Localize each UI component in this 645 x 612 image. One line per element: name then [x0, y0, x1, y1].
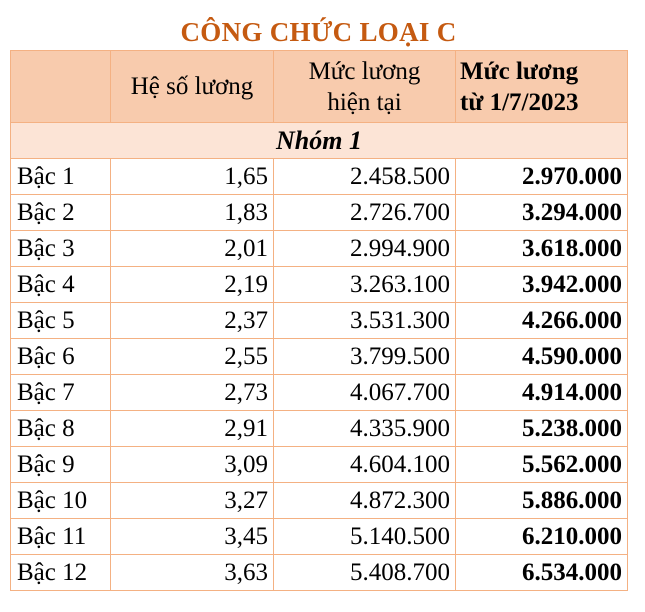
current-salary-cell: 4.335.900 [274, 411, 456, 447]
new-salary-cell: 6.534.000 [456, 555, 628, 591]
coefficient-cell: 3,27 [111, 483, 274, 519]
new-salary-cell: 3.942.000 [456, 267, 628, 303]
header-grade [11, 51, 111, 123]
new-salary-cell: 3.294.000 [456, 195, 628, 231]
current-salary-cell: 4.067.700 [274, 375, 456, 411]
grade-cell: Bậc 11 [11, 519, 111, 555]
coefficient-cell: 2,19 [111, 267, 274, 303]
coefficient-cell: 1,65 [111, 159, 274, 195]
header-row [11, 51, 628, 123]
table-row [11, 447, 628, 483]
grade-cell: Bậc 12 [11, 555, 111, 591]
current-salary-cell: 5.408.700 [274, 555, 456, 591]
new-salary-cell: 4.266.000 [456, 303, 628, 339]
coefficient-cell: 1,83 [111, 195, 274, 231]
grade-cell: Bậc 4 [11, 267, 111, 303]
coefficient-cell: 3,63 [111, 555, 274, 591]
grade-cell: Bậc 2 [11, 195, 111, 231]
grade-cell: Bậc 5 [11, 303, 111, 339]
new-salary-cell: 6.210.000 [456, 519, 628, 555]
grade-cell: Bậc 8 [11, 411, 111, 447]
header-new-salary [456, 51, 628, 123]
grade-cell: Bậc 10 [11, 483, 111, 519]
coefficient-cell: 2,37 [111, 303, 274, 339]
salary-table [10, 50, 628, 591]
table-row [11, 159, 628, 195]
header-new-line2: từ 1/7/2023 [460, 88, 579, 116]
grade-cell: Bậc 1 [11, 159, 111, 195]
salary-table-sheet [10, 14, 627, 591]
coefficient-cell: 3,45 [111, 519, 274, 555]
table-row [11, 411, 628, 447]
current-salary-cell: 2.458.500 [274, 159, 456, 195]
header-coefficient: Hệ số lương [111, 51, 274, 123]
current-salary-cell: 4.604.100 [274, 447, 456, 483]
grade-cell: Bậc 9 [11, 447, 111, 483]
current-salary-cell: 2.726.700 [274, 195, 456, 231]
grade-cell: Bậc 6 [11, 339, 111, 375]
grade-cell: Bậc 7 [11, 375, 111, 411]
grade-cell: Bậc 3 [11, 231, 111, 267]
group-row [11, 123, 628, 159]
coefficient-cell: 2,01 [111, 231, 274, 267]
group-label: Nhóm 1 [11, 123, 628, 159]
current-salary-cell: 2.994.900 [274, 231, 456, 267]
table-row [11, 195, 628, 231]
current-salary-cell: 5.140.500 [274, 519, 456, 555]
table-row [11, 483, 628, 519]
coefficient-cell: 2,91 [111, 411, 274, 447]
header-new-line1: Mức lương [460, 57, 579, 85]
new-salary-cell: 5.238.000 [456, 411, 628, 447]
table-row [11, 303, 628, 339]
new-salary-cell: 5.886.000 [456, 483, 628, 519]
current-salary-cell: 3.799.500 [274, 339, 456, 375]
header-current-line2: hiện tại [327, 88, 402, 116]
table-row [11, 231, 628, 267]
salary-rows [11, 159, 628, 591]
header-current-salary [274, 51, 456, 123]
new-salary-cell: 3.618.000 [456, 231, 628, 267]
table-row [11, 555, 628, 591]
new-salary-cell: 4.590.000 [456, 339, 628, 375]
new-salary-cell: 2.970.000 [456, 159, 628, 195]
header-current-line1: Mức lương [308, 57, 421, 85]
table-row [11, 339, 628, 375]
coefficient-cell: 3,09 [111, 447, 274, 483]
table-title: CÔNG CHỨC LOẠI C [180, 17, 457, 47]
current-salary-cell: 3.263.100 [274, 267, 456, 303]
table-row [11, 519, 628, 555]
current-salary-cell: 4.872.300 [274, 483, 456, 519]
table-row [11, 375, 628, 411]
current-salary-cell: 3.531.300 [274, 303, 456, 339]
coefficient-cell: 2,73 [111, 375, 274, 411]
new-salary-cell: 4.914.000 [456, 375, 628, 411]
new-salary-cell: 5.562.000 [456, 447, 628, 483]
coefficient-cell: 2,55 [111, 339, 274, 375]
bottom-edge-decoration [150, 604, 350, 612]
table-row [11, 267, 628, 303]
